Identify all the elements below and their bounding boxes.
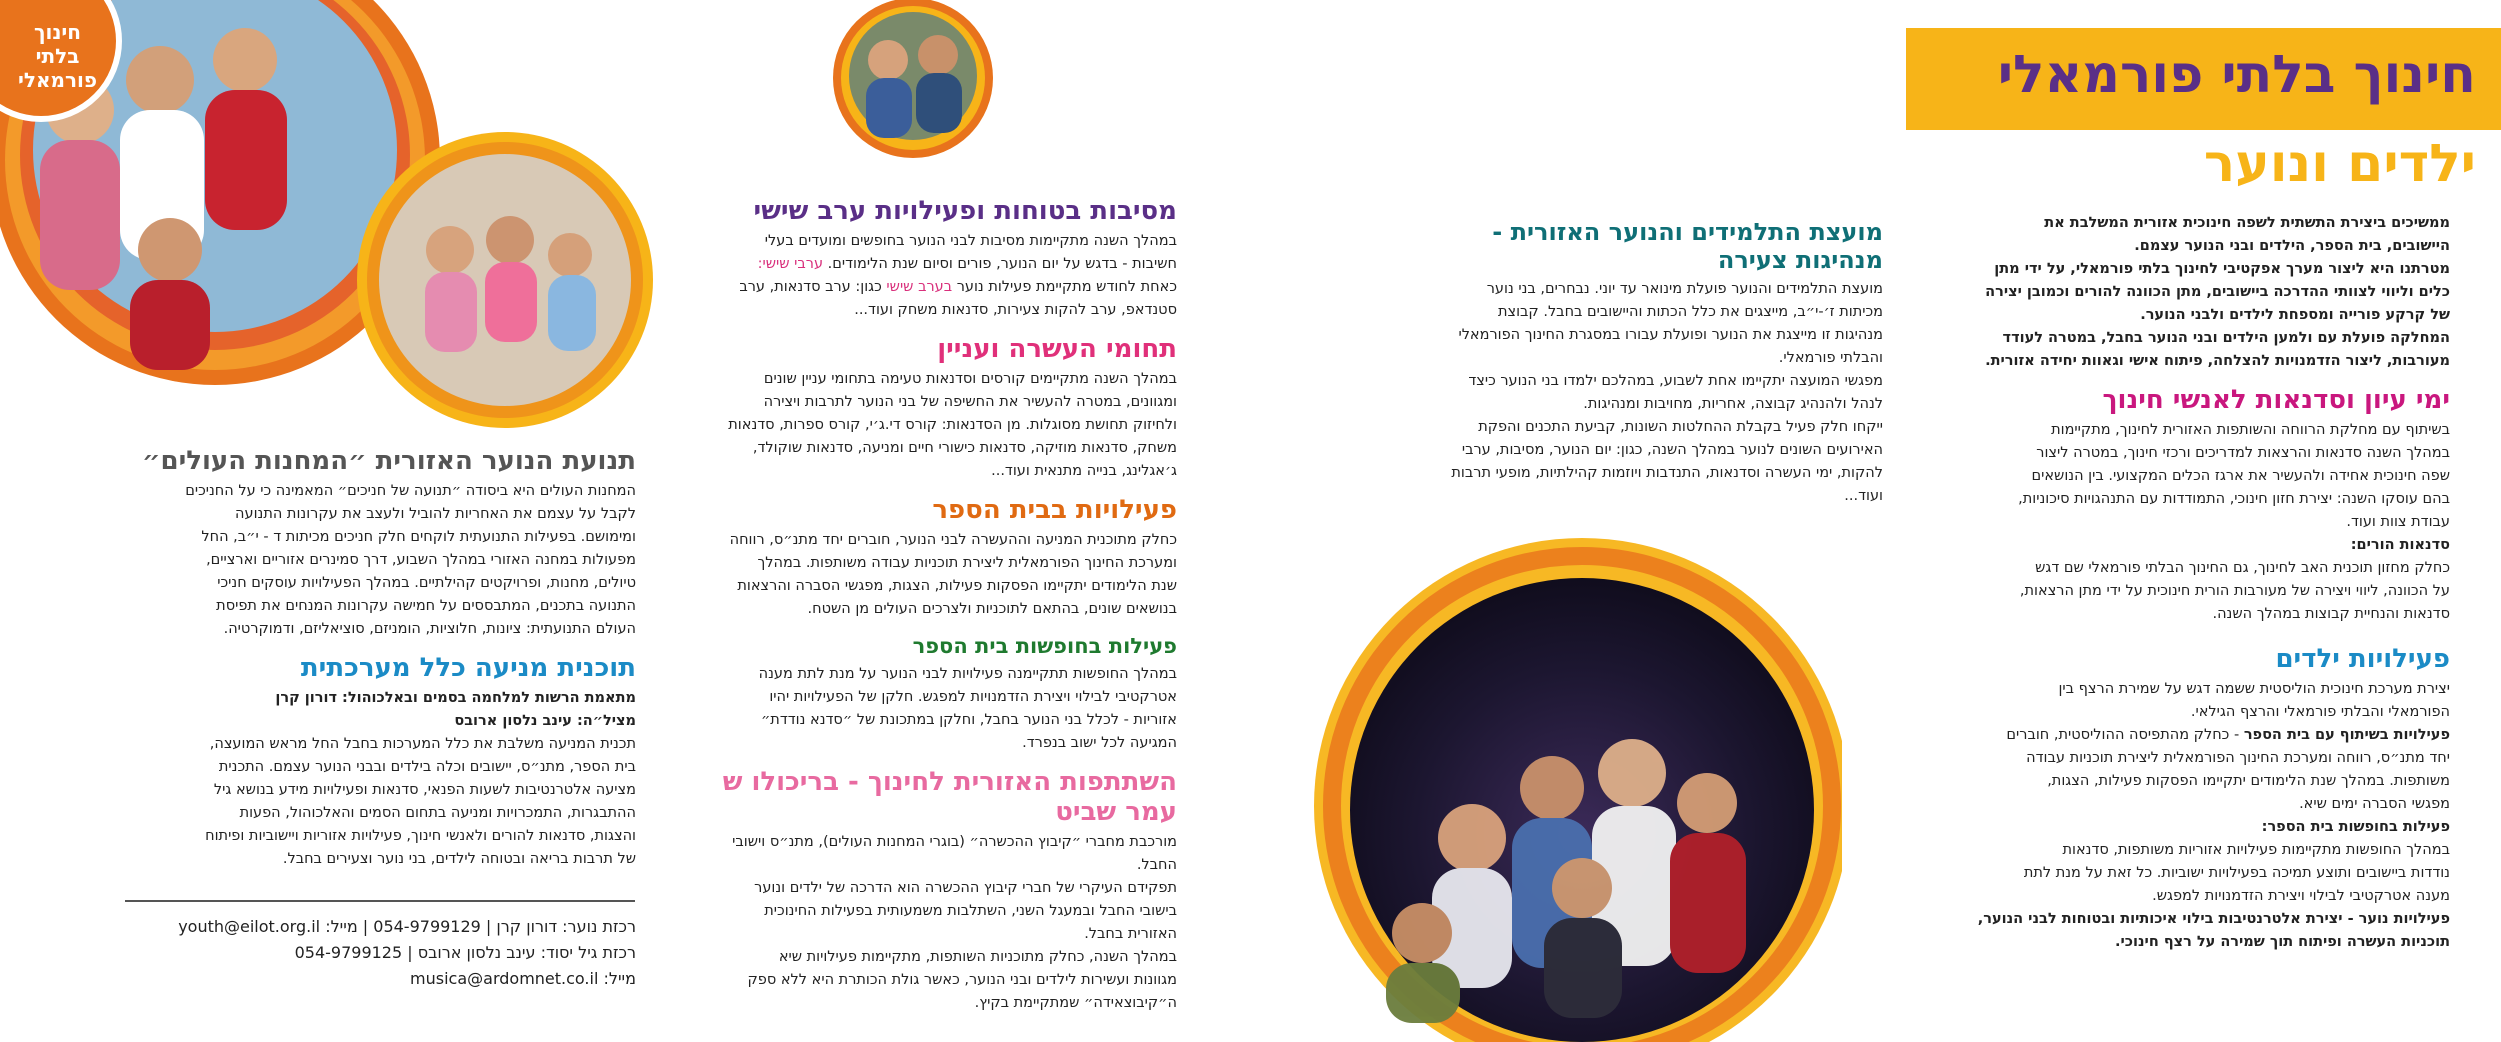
text-line: ג׳אגלינג, בנייה מתנאית ועוד... [991,463,1177,479]
section-title-vacation: פעילות בחופשות בית הספר [912,634,1177,658]
contacts-block [118,914,636,992]
text-line: מפגשי המועצה יתקיימו אחת לשבוע, במהלכם ילמדו בני הנוער כיצד [1468,373,1883,389]
text-line: האזורית בחבל. [1084,926,1177,942]
youth-movement-body [118,480,636,641]
section-title-partnership-1: השתתפות האזורית לחינוך - בריכולו ש [722,767,1177,797]
text-line: והצגות, סדנאות להורים ולאנשי חינוך, פעילויות אזוריות ויישוביות ופיתוח [205,828,636,844]
page-title: חינוך בלתי פורמאלי [1997,45,2476,105]
text-line: ומימושם. בפעילות התנועתית לוקחים חלק חניכים מכיתות ד - י״ב, החל [201,529,636,545]
text-line: מענה אטרקטיבי לבילוי ויצירת הזדמנויות למפגש. [2152,888,2450,904]
text-line: העולם התנועתית: ציונות, חלוציות, הומניזם, סוציאליזם, ודמוקרטיה. [223,621,636,637]
friday-night-highlight: בערב שישי [886,279,953,295]
contact-email: מייל: musica@ardomnet.co.il [410,969,636,988]
student-council-body [1378,278,1883,508]
section-title-parties: מסיבות בטוחות ופעילויות ערב שישי [753,196,1177,226]
badge-line: פורמאלי [17,68,98,92]
text-line: - כחלק מהתפיסה ההוליסטית, חוברים [2006,727,2240,743]
text-line: משחק, סדנאות מוזיקה, סדנאות כישורי חיים ומניעה, סדנאות שוקולד, [752,440,1177,456]
text-line: בשיתוף עם מחלקת הרווחה והשותפות האזורית לחינוך, מתקיימות [2051,422,2450,438]
text-line: המחנות העולים היא ביסודה ״תנועה של חניכים״ המאמינה כי על החניכים [185,483,636,499]
text-line: נודדות ביישובים ותוצע תמיכה בפעילויות ישוביות. כל זאת על מנת לתת [2023,865,2450,881]
section-title-enrichment: תחומי העשרה ועניין [937,334,1177,364]
text-line: כחלק מתוכנית המניעה וההעשרה לבני הנוער, חוברים יחד מתנ״ס, רווחה [729,532,1177,548]
text-line: תכנית המניעה משלבת את כלל המערכות בחבל החל מראש המועצה, [209,736,636,752]
text-line: ומגוונים, במטרה להעשיר את החשיפה של בני הנוער לתרבות ויצירה [763,394,1177,410]
text-line: של תרבות בריאה ובטוחה לילדים, בני נוער וצעירים בחבל. [282,851,636,867]
section-title-youth-movement: תנועת הנוער האזורית ״המחנות העולים״ [142,446,636,476]
text-line: טיולים, מחנות, ופרויקטים קהילתיים. במהלך הפעילויות עוסקים חניכי [217,575,636,591]
intro-line: ממשיכים ביצירת התשתית לשפה חינוכית אזורית המשלבת את [2044,215,2450,231]
text-line: במהלך השנה מתקיימות מסיבות לבני הנוער בחופשים ומועדים בעלי [764,233,1177,249]
intro-line: כלים וליווי לצוותי ההדרכה ביישובים, מתן הכוונה להורים וכמובן יצירה [1985,284,2450,300]
text-line: האירועים השונים לנוער במהלך השנה, כגון: יום הנוער, מסיבות, ערבי [1461,442,1883,458]
text-line: מורכבת מחברי ״קיבוץ ההכשרה״ (בוגרי המחנות העולים), מתנ״ס וישובי [732,834,1177,850]
prevention-body [118,687,636,871]
intro-line: היישובים, בית הספר, הילדים ובני הנוער עצמם. [2134,238,2450,254]
text-line: משותפות. במהלך שנת הלימודים יתקיימו הפסקות פעילות, הצגות, [2047,773,2450,789]
text-line: לנהל ולהנהיג קבוצה, אחריות, מחויבות ומנהיגות. [1583,396,1883,412]
text-line: מגוונות ועשירות לילדים ובני הנוער, כאשר גולת הכותרת היא ללא ספק [747,972,1177,988]
text-line: בהם עוסקו השנה: יצירת חזון חינוכי, התמודדות עם התנהגויות סיכוניות, [2018,491,2450,507]
text-line: מועצת התלמידים והנוער פועלת מינואר עד יוני. נבחרים, בני נוער [1486,281,1883,297]
section-title-kids-activities: פעילויות ילדים [2275,644,2450,674]
column-middle-left [665,196,1177,1015]
text-line: מכיתות ז׳-י״ב, מייצגים את כלל הכתות והיישובים בחבל. קבוצת [1497,304,1883,320]
text-line: ה״קיבוצאידה״ שמתקיימת בקיץ. [974,995,1177,1011]
text-line: במהלך החופשות תתקיימנה פעילויות לבני הנוער על מנת לתת מענה [758,666,1177,682]
text-line: ייקחו חלק פעיל בקבלת ההחלטות השונות, קביעת התכנים והפקת [1478,419,1883,435]
text-line: אזוריות - לכלל בני הנוער בחבל, וחלקן במתכונת של ״סדנא נודדת״ [760,712,1177,728]
text-line: לקבל על עצמם את האחריות להוביל ולעצב את עקרונות התנועה [235,506,636,522]
text-line: אטרקטיבי לבילוי ויצירת הזדמנויות למפגש. חלקן של הפעילויות יהיו [769,689,1177,705]
text-line: שפה חינוכית אחידה ולהעשיר את ארגז הכלים המקצועי. בין הנושאים [2031,468,2450,484]
text-line: להקות, ימי העשרה וסדנאות, התנדבות ויוזמות קהילתיות, מופעי תרבות [1451,465,1883,481]
column-left [118,446,636,871]
section-title-student-council-1: מועצת התלמידים והנוער האזורית - [1492,218,1883,246]
text-line: ועוד... [1844,488,1883,504]
text-line: כגון: ערב סדנאות, ערב [739,279,882,295]
page-subtitle: ילדים ונוער [2203,134,2476,194]
partnership-body [665,831,1177,1015]
text-line: החבל. [1136,857,1177,873]
workshops-body [1905,419,2450,626]
column-right [1905,212,2450,954]
intro-line: מטרתנו היא ליצור מערך אפקטיבי לחינוך בלתי פורמאלי, על ידי מתן [1994,261,2450,277]
contact-basic-age: רכזת גיל יסוד: עינב נלסון ארובס | 054-9799125 [294,943,636,962]
prevention-coordinator: מתאמת הרשות למלחמה בסמים ובאלכוהול: דורון קרן [275,690,636,706]
text-line: התנועה בתכנים, המתבססים על חמישה עקרונות המנחים את תפיסת [216,598,636,614]
text-line: עבודת צוות ועוד. [2346,514,2450,530]
contact-youth: רכזת נוער: דורון קרן | 054-9799129 | מייל: youth@eilot.org.il [178,917,636,936]
text-line: בישובי החבל ובמעגל השני, השתלבות משמעותית בפעילות החינוכית [764,903,1177,919]
youth-activities-label-cont: תוכניות העשרה ופיתוח תוך שמירה על רצף חינוכי. [2115,934,2450,950]
text-line: הפורמאלי והבלתי פורמאלי והרצף הגילאי. [2190,704,2450,720]
top-photo-frame [828,0,998,165]
text-line: המגיעה לכל ישוב בנפרד. [1022,735,1177,751]
text-line: מנהיגות זו מייצגת את הנוער ופועלת עבורו במסגרת החינוך הפורמאלי [1458,327,1883,343]
text-line: במהלך החופשות מתקיימות פעילויות אזוריות משותפות, סדנאות [2062,842,2450,858]
text-line: ההתבגרות, התמכרויות ומניעה בתחום הסמים והאלכוהול, הפעות [239,805,636,821]
intro-line: מעורבות, ליצור הזדמנויות להצלחה, פיתוח אישי וגאוות יחידה אזורית. [1985,353,2450,369]
section-title-workshops: ימי עיון וסדנאות לאנשי חינוך [2102,385,2450,415]
text-line: בית הספר, מתנ״ס, יישובים וכלה בילדים ובבני הנוער עצמם. התכנית [218,759,636,775]
text-line: תפקידם העיקרי של חברי קיבוץ ההכשרה הוא הדרכה של ילדים ונוער [754,880,1177,896]
text-line: סטנדאפ, ערב להקות צעירות, סדנאות משחק ועוד... [854,302,1177,318]
column-student-council [1378,218,1883,508]
text-line: כחלק מחזון תוכנית האב לחינוך, גם החינוך הבלתי פורמאלי שם דגש [2035,560,2450,576]
text-line: כאחת לחודש מתקיימת פעילות נוער [956,279,1177,295]
text-line: ומערכת החינוך הפורמאלית ליצירת תוכניות עבודה משותפות. במהלך [757,555,1177,571]
text-line: חשיבות - בדגש על יום הנוער, פורים וסיום שנת הלימודים. [827,256,1177,272]
text-line: והבלתי פורמאלי. [1778,350,1883,366]
intro-paragraph [1905,212,2450,373]
contacts-divider [125,900,635,902]
text-line: על הכוונה, ליווי ויצירה של מעורבות הורית חינוכית על ידי מתן הרצאות, [2019,583,2450,599]
section-title-student-council-2: מנהיגות צעירה [1717,246,1883,274]
text-line: שנת הלימודים יתקיימו הפסקות פעילות, הצגות, מפגשי הסברה והרצאות [737,578,1177,594]
group-photo-frame [1282,538,1842,1042]
intro-line: המחלקה פועלת עם ולמען הילדים ובני הנוער בחבל, במטרה לעודד [2002,330,2450,346]
section-title-prevention: תוכנית מניעה כלל מערכתית [300,653,636,683]
kids-activities-body [1905,678,2450,954]
text-line: מציעה אלטרנטיבות לשעות הפנאי, סדנאות ופעילויות מידע בנושא גיל [213,782,636,798]
parents-workshops-label: סדנאות הורים: [2350,537,2450,553]
badge-text [10,20,105,92]
text-line: סדנאות והנחיית קבוצות במהלך השנה. [2212,606,2450,622]
enrichment-body [665,368,1177,483]
parties-body [665,230,1177,322]
text-line: במהלך השנה מתקיימים קורסים וסדנאות טעימה בתחומי עניין שונים [763,371,1177,387]
prevention-staff: מציל״ה: עינב נלסון ארובס [454,713,636,729]
vacation-body [665,663,1177,755]
text-line: מפגשי הסברה ימים שיא. [2299,796,2450,812]
school-activities-label: פעילויות בשיתוף עם בית הספר [2243,727,2450,743]
text-line: יחד מתנ״ס, רווחה ומערכת החינוך הפורמאלית ליצירת תוכניות עבודה [2026,750,2450,766]
youth-activities-label: פעילויות נוער - יצירת אלטרנטיבות בילוי איכותיות ובטוחות לבני הנוער, [1977,911,2450,927]
friday-nights-label: ערבי שישי: [757,256,824,272]
text-line: יצירת מערכת חינוכית הוליסטית ששמה דגש על שמירת הרצף בין [2058,681,2450,697]
intro-line: של קרקע פורייה ומספחת לילדים ולבני הנוער. [2140,307,2450,323]
school-activities-body [665,529,1177,621]
section-title-partnership-2: עמר שביט [1055,797,1177,827]
text-line: בנושאים שונים, בהתאם לתוכניות ולצרכים העולים מן השטח. [807,601,1177,617]
vacation-activities-label: פעילות בחופשות בית הספר: [2261,819,2450,835]
text-line: במהלך השנה, כחלק מתוכניות השותפות, מתקיימות פעילויות שיא [778,949,1177,965]
text-line: ולחיזוק תחושת מסוגלות. מן הסדנאות: קורס די.ג׳י, קורס ספרות, סדנאות [728,417,1177,433]
text-line: במהלך השנה סדנאות והרצאות למדריכים ורכזי חינוך, במטרה ליצור [2036,445,2450,461]
badge-line: חינוך בלתי [33,20,82,68]
section-title-school-activities: פעילויות בבית הספר [932,495,1177,525]
text-line: מפעולות במחנה האזורי במהלך השבוע, דרך סמינרים אזוריים וארציים, [206,552,636,568]
